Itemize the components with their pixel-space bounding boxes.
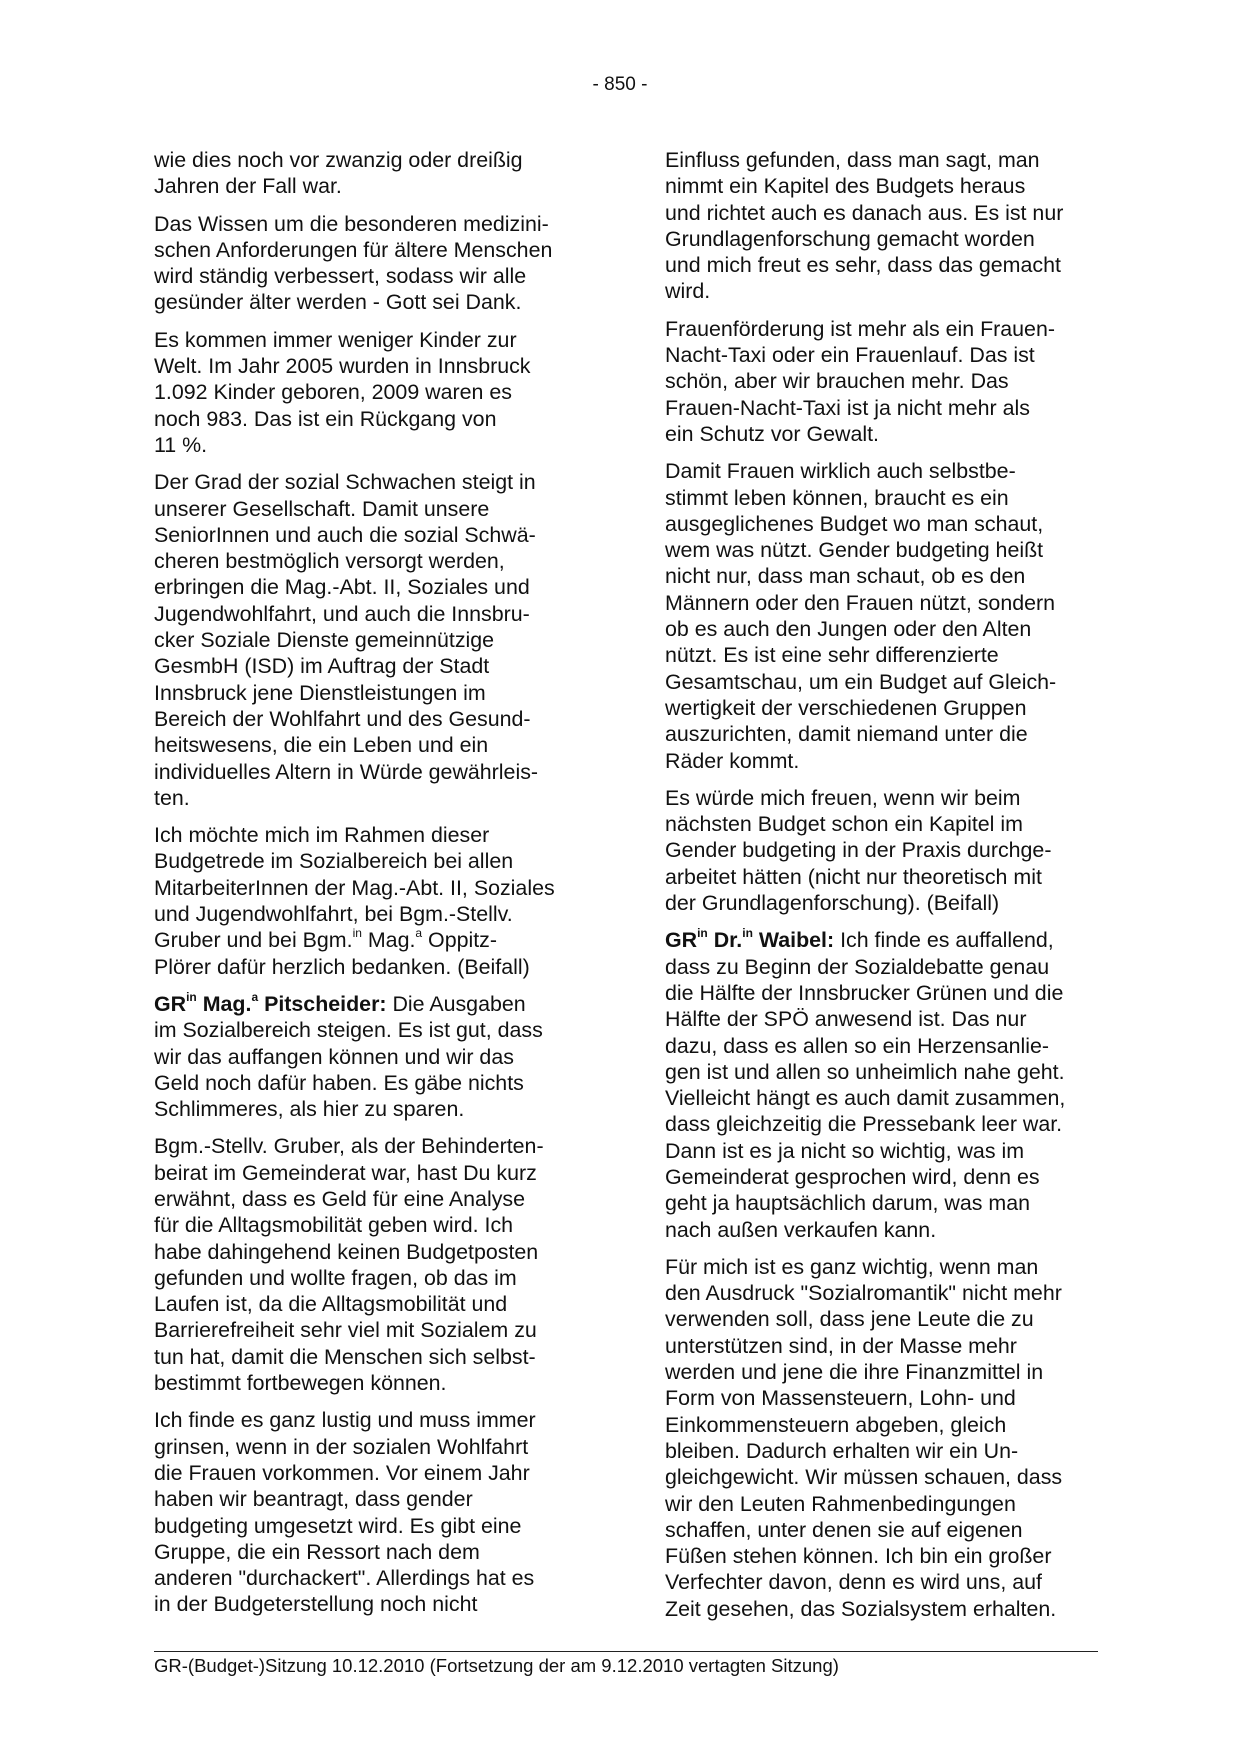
page-number: - 850 - bbox=[592, 74, 648, 95]
speech-text: Die Ausgaben im Sozialbereich steigen. Es ist gut, dass wir das auffangen können und wir das Geld noch dafür haben. Es gäbe nichts Schlimmeres, als hier zu sparen. bbox=[154, 991, 543, 1122]
paragraph: Es kommen immer weniger Kinder zur Welt. Im Jahr 2005 wurden in Innsbruck 1.092 Kinder geboren, 2009 waren es noch 983. Das ist ein Rückgang von 11 %. bbox=[154, 327, 531, 457]
speaker-title: Mag. bbox=[196, 991, 252, 1016]
speaker-name bbox=[154, 989, 387, 1016]
superscript: in bbox=[352, 926, 362, 941]
paragraph-text: Ich möchte mich im Rahmen dieser Budgetrede im Sozialbereich bei allen MitarbeiterInnen der Mag.-Abt. II, Soziales und Jugendwohlfahrt, bei Bgm.-Stellv. Gruber und bei Bgm. bbox=[154, 823, 555, 953]
paragraph: Für mich ist es ganz wichtig, wenn man den Ausdruck "Sozialromantik" nicht mehr verwenden soll, dass jene Leute die zu unterstützen sind, in der Masse mehr werden und jene die ihre Finanzmittel in Form von Massensteuern, Lohn- und Einkommensteuern abgeben, gleich bleiben. Dadurch erhalten wir ein Un- gleichgewicht. Wir müssen schauen, dass wir den Leuten Rahmenbedingungen schaffen, unter denen sie auf eigenen Füßen stehen können. Ich bin ein großer Verfechter davon, denn es wird uns, auf Zeit gesehen, das Sozialsystem erhalten. bbox=[665, 1254, 1063, 1621]
speaker-surname: Pitscheider: bbox=[258, 991, 387, 1016]
speaker-title: Dr. bbox=[707, 928, 743, 953]
paragraph: wie dies noch vor zwanzig oder dreißig Jahren der Fall war. bbox=[154, 148, 523, 199]
paragraph: Bgm.-Stellv. Gruber, als der Behinderten- beirat im Gemeinderat war, hast Du kurz erwähnt, dass es Geld für eine Analyse für die Alltagsmobilität geben wird. Ich habe dahingehend keinen Budgetposten gefunden und wollte fragen, ob das im Laufen ist, da die Alltagsmobilität und Barrierefreiheit sehr viel mit Sozialem zu tun hat, damit die Menschen sich selbst- bestimmt fortbewegen können. bbox=[154, 1134, 544, 1396]
speaker-title: GR bbox=[154, 991, 187, 1016]
speaker-surname: Waibel: bbox=[752, 928, 835, 953]
superscript: in bbox=[697, 926, 708, 941]
right-column bbox=[665, 147, 1105, 1633]
paragraph: Es würde mich freuen, wenn wir beim nächsten Budget schon ein Kapitel im Gender budgeting in der Praxis durchge- arbeitet hätten (nicht nur theoretisch mit der Grundlagenforschung). (Beifall) bbox=[665, 785, 1052, 916]
superscript: in bbox=[742, 926, 753, 941]
paragraph: Ich finde es ganz lustig und muss immer grinsen, wenn in der sozialen Wohlfahrt die Frauen vorkommen. Vor einem Jahr haben wir beantragt, dass gender budgeting umgesetzt wird. Es gibt eine Gruppe, die ein Ressort nach dem anderen "durchackert". Allerdings hat es in der Budgeterstellung noch nicht bbox=[154, 1408, 536, 1617]
paragraph: Einfluss gefunden, dass man sagt, man nimmt ein Kapitel des Budgets heraus und richtet auch es danach aus. Es ist nur Grundlagenforschung gemacht worden und mich freut es sehr, dass das gemacht wird. bbox=[665, 148, 1064, 304]
page-footer: GR-(Budget-)Sitzung 10.12.2010 (Fortsetzung der am 9.12.2010 vertagten Sitzung) bbox=[154, 1655, 839, 1676]
speech-text: Ich finde es auffallend, dass zu Beginn der Sozialdebatte genau die Hälfte der Innsbrucker Grünen und die Hälfte der SPÖ anwesend ist. Das nur dazu, dass es allen so ein Herzensanlie- gen ist und allen so unheimlich nahe geht. Vielleicht hängt es auch damit zusammen, dass gleichzeitig die Pressebank leer war. Dann ist es ja nicht so wichtig, was im Gemeinderat gesprochen wird, denn es geht ja hauptsächlich darum, was man nach außen verkaufen kann. bbox=[665, 928, 1066, 1242]
left-column bbox=[154, 147, 594, 1629]
paragraph-text: Oppitz- Plörer dafür herzlich bedanken. (Beifall) bbox=[154, 928, 530, 979]
superscript: a bbox=[251, 989, 259, 1004]
superscript: in bbox=[186, 989, 197, 1004]
superscript: a bbox=[415, 926, 423, 941]
speaker-name bbox=[665, 928, 834, 952]
speech-paragraph bbox=[665, 927, 1105, 1243]
paragraph: Frauenförderung ist mehr als ein Frauen- Nacht-Taxi oder ein Frauenlauf. Das ist schön, aber wir brauchen mehr. Das Frauen-Nacht-Taxi ist ja nicht mehr als ein Schutz vor Gewalt. bbox=[665, 316, 1055, 446]
footer-divider bbox=[154, 1651, 1098, 1652]
speech-paragraph bbox=[154, 991, 594, 1122]
paragraph: Damit Frauen wirklich auch selbstbe- stimmt leben können, braucht es ein ausgeglichenes Budget wo man schaut, wem was nützt. Gender budgeting heißt nicht nur, dass man schaut, ob es den Männern oder den Frauen nützt, sondern ob es auch den Jungen oder den Alten nützt. Es ist eine sehr differenzierte Gesamtschau, um ein Budget auf Gleich- wertigkeit der verschiedenen Gruppen auszurichten, damit niemand unter die Räder kommt. bbox=[665, 459, 1057, 773]
paragraph: Der Grad der sozial Schwachen steigt in unserer Gesellschaft. Damit unsere SeniorInnen und auch die sozial Schwä- cheren bestmöglich versorgt werden, erbringen die Mag.-Abt. II, Soziales und Jugendwohlfahrt, und auch die Innsbru- cker Soziale Dienste gemeinnützige GesmbH (ISD) im Auftrag der Stadt Innsbruck jene Dienstleistungen im Bereich der Wohlfahrt und des Gesund- heitswesens, die ein Leben und ein individuelles Altern in Würde gewährleis- ten. bbox=[154, 470, 539, 810]
paragraph-text: Mag. bbox=[361, 928, 416, 953]
paragraph: Das Wissen um die besonderen medizini- schen Anforderungen für ältere Menschen wird ständig verbessert, sodass wir alle gesünder älter werden - Gott sei Dank. bbox=[154, 211, 553, 315]
speaker-title: GR bbox=[665, 928, 698, 953]
paragraph bbox=[154, 822, 594, 980]
